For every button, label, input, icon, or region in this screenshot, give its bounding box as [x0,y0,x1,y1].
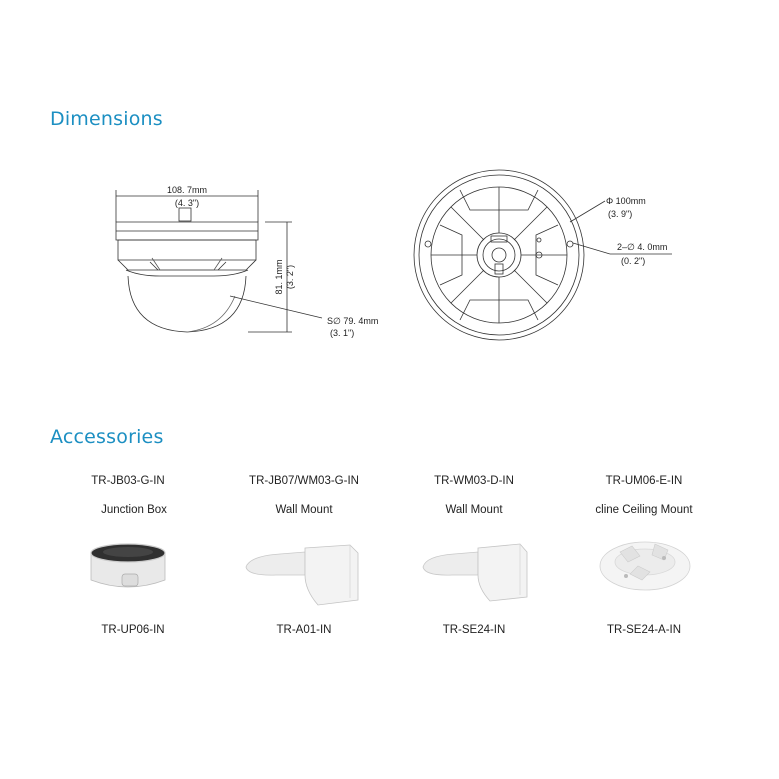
accessory-name-3: Wall Mount [445,504,503,516]
accessory-model-4: TR-UM06-E-IN [605,475,683,487]
height-mm-label: 81. 1mm [274,259,284,295]
holes-in-label: (0. 2") [621,256,646,266]
accessory-model-3: TR-WM03-D-IN [434,475,514,487]
width-mm-label: 108. 7mm [166,185,208,195]
dome-in-label: (3. 1") [330,328,355,338]
accessory-name-1: Junction Box [101,504,167,516]
accessory-name-4: cline Ceiling Mount [595,504,693,516]
accessory-model-2: TR-JB07/WM03-G-IN [249,475,359,487]
accessory-code-4: TR-SE24-A-IN [606,624,682,636]
accessory-name-2: Wall Mount [275,504,333,516]
junction-box-icon [91,544,165,587]
dome-mm-label: S∅ 79. 4mm [327,316,379,326]
accessory-code-3: TR-SE24-IN [442,624,506,636]
base-in-label: (3. 9") [608,209,633,219]
accessories-heading: Accessories [50,426,164,448]
ceiling-mount-icon [600,542,690,590]
base-mm-label: Φ 100mm [606,196,646,206]
accessory-code-2: TR-A01-IN [276,624,332,636]
holes-mm-label: 2–∅ 4. 0mm [617,242,668,252]
accessory-code-1: TR-UP06-IN [101,624,165,636]
accessory-model-1: TR-JB03-G-IN [91,475,165,487]
height-in-label: (3. 2") [285,264,295,290]
dimensions-heading: Dimensions [50,108,163,130]
camera-side-view [116,190,322,332]
width-in-label: (4. 3") [174,198,200,208]
wall-mount-icon [423,544,527,601]
wall-mount-icon [246,545,358,605]
